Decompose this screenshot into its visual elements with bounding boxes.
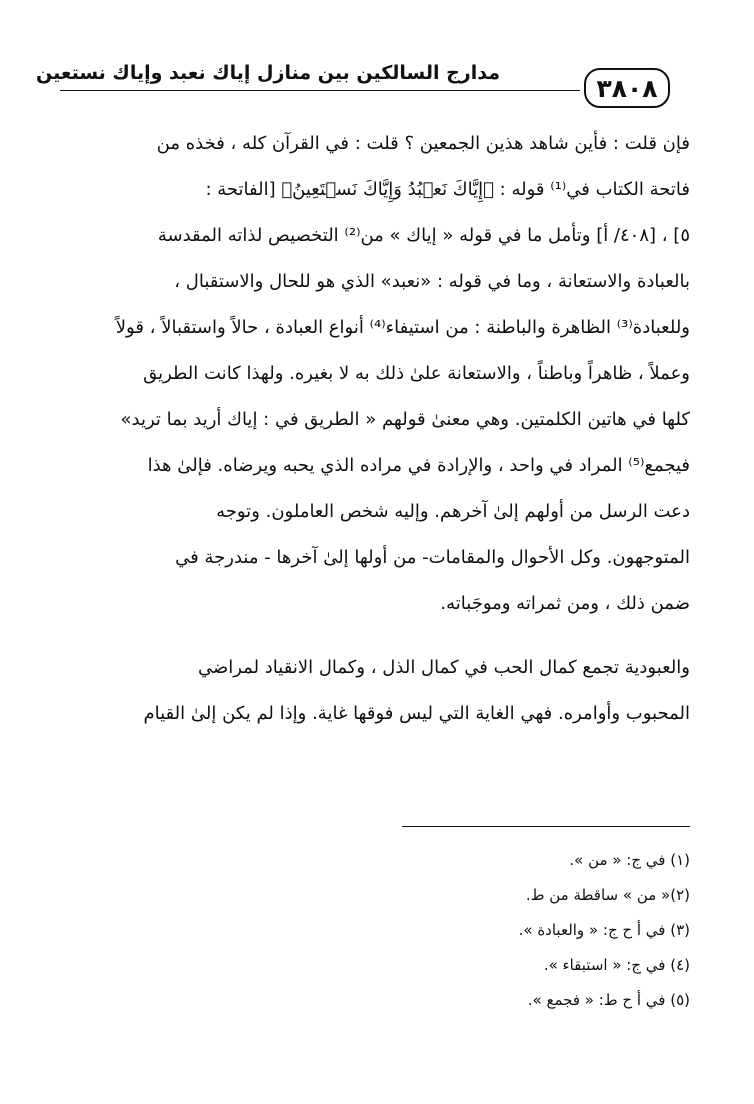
- text-line: دعت الرسل من أولهم إلىٰ آخرهم. وإليه شخص العاملون. وتوجه: [216, 501, 690, 522]
- footnotes: [260, 846, 690, 1021]
- text-line: ضمن ذلك ، ومن ثمراته وموجَباته.: [440, 593, 690, 614]
- footnote-separator: [402, 826, 690, 827]
- text-line: فيجمع⁽⁵⁾ المراد في واحد ، والإرادة في مراده الذي يحبه ويرضاه. فإلىٰ هذا: [147, 455, 690, 476]
- text-line: بالعبادة والاستعانة ، وما في قوله : «نعبد» الذي هو للحال والاستقبال ،: [174, 271, 690, 292]
- text-line: والعبودية تجمع كمال الحب في كمال الذل ، وكمال الانقياد لمراضي: [197, 657, 690, 678]
- main-text: [64, 128, 690, 744]
- text-line: وعملاً ، ظاهراً وباطناً ، والاستعانة علىٰ ذلك به لا بغيره. ولهذا كانت الطريق: [143, 363, 690, 384]
- footnote-item: (١) في ج: « من ».: [569, 851, 690, 869]
- paragraph-2: [64, 652, 690, 744]
- header-rule: [60, 90, 580, 91]
- running-title: مدارج السالكين بين منازل إياك نعبد وإياك نستعين: [36, 62, 500, 84]
- paragraph-1: [64, 128, 690, 634]
- text-line: كلها في هاتين الكلمتين. وهي معنىٰ قولهم « الطريق في : إياك أريد بما تريد»: [120, 409, 690, 430]
- paragraph-gap: [64, 634, 690, 652]
- text-line: المحبوب وأوامره. فهي الغاية التي ليس فوقها غاية. وإذا لم يكن إلىٰ القيام: [143, 703, 690, 724]
- text-line: فإن قلت : فأين شاهد هذين الجمعين ؟ قلت : في القرآن كله ، فخذه من: [156, 133, 690, 154]
- text-line: فاتحة الكتاب في⁽¹⁾ قوله : ﴿إِيَّاكَ نَعۡبُدُ وَإِيَّاكَ نَسۡتَعِينُ﴾ [الفاتحة :: [205, 179, 690, 200]
- page-number: ٣٨٠٨: [596, 74, 658, 103]
- page-number-frame: [584, 68, 670, 108]
- footnote-item: (٢)« من » ساقطة من ط.: [525, 886, 690, 904]
- page-header: [36, 48, 664, 103]
- footnote-item: (٤) في ج: « استبقاء ».: [543, 956, 690, 974]
- text-line: ٥] ، [٤٠٨/ أ] وتأمل ما في قوله « إياك » من⁽²⁾ التخصيص لذاته المقدسة: [157, 225, 690, 246]
- footnote-item: (٥) في أ ح ط: « فجمع ».: [527, 991, 690, 1009]
- text-line: وللعبادة⁽³⁾ الظاهرة والباطنة : من استيفاء⁽⁴⁾ أنواع العبادة ، حالاً واستقبالاً ، قولاً: [115, 317, 690, 338]
- text-line: المتوجهون. وكل الأحوال والمقامات- من أولها إلىٰ آخرها - مندرجة في: [175, 547, 690, 568]
- footnote-item: (٣) في أ ح ج: « والعبادة ».: [518, 921, 690, 939]
